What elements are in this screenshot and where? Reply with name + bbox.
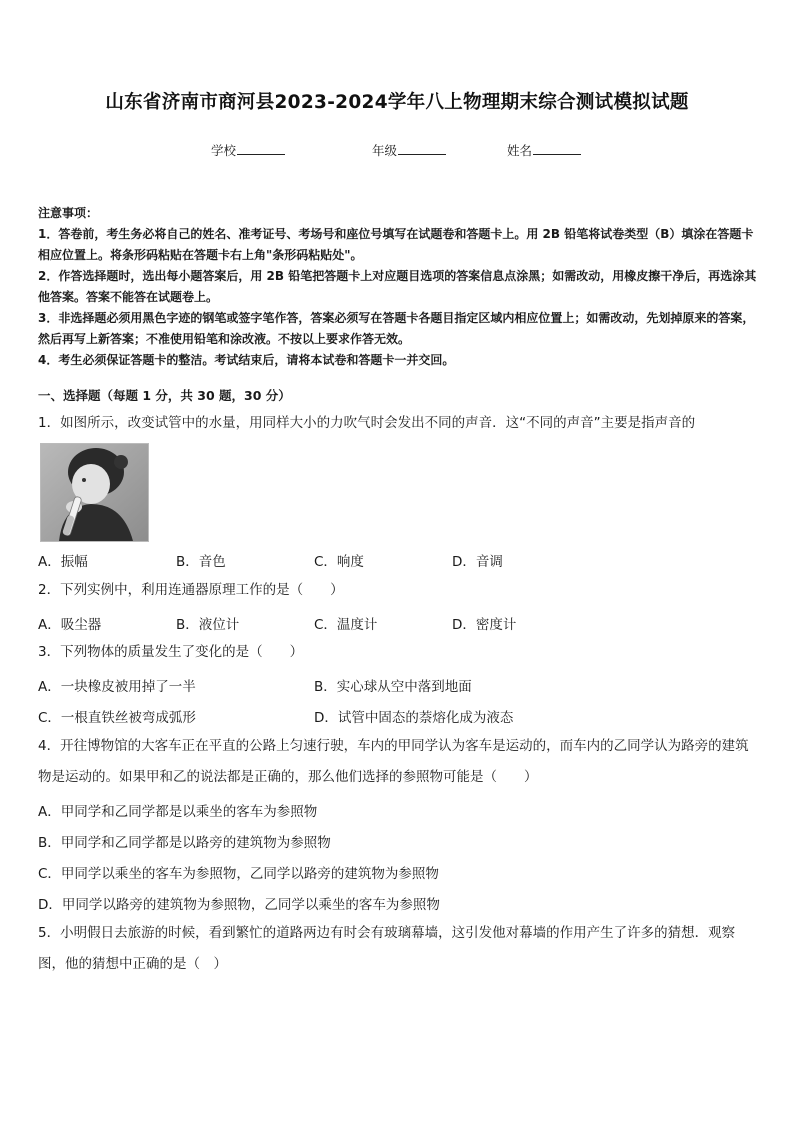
notes-item: 3．非选择题必须用黑色字迹的钢笔或签字笔作答，答案必须写在答题卡各题目指定区域内相应位置上；如需改动，先划掉原来的答案，然后再写上新答案；不准使用铅笔和涂改液。不按以上要求作答无效。 xyxy=(38,311,755,346)
school-field[interactable] xyxy=(211,141,285,159)
exam-notes xyxy=(38,203,758,371)
option-a[interactable]: A．一块橡皮被用掉了一半 xyxy=(38,679,196,695)
question-1-text: 1．如图所示，改变试管中的水量，用同样大小的力吹气时会发出不同的声音．这“不同的声音”主要是指声音的 xyxy=(38,415,696,431)
notes-item: 1．答卷前，考生务必将自己的姓名、准考证号、考场号和座位号填写在试题卷和答题卡上。用 2B 铅笔将试卷类型（B）填涂在答题卡相应位置上。将条形码粘贴在答题卡右上角"条形码粘贴处"。 xyxy=(38,227,754,262)
question-2-options xyxy=(38,613,760,633)
option-d[interactable]: D．音调 xyxy=(452,554,503,570)
notes-heading: 注意事项： xyxy=(38,206,99,220)
girl-blowing-test-tube-photo xyxy=(40,443,149,542)
option-a[interactable]: A．吸尘器 xyxy=(38,617,102,633)
question-3-text: 3．下列物体的质量发生了变化的是（ ） xyxy=(38,644,304,660)
notes-item: 4．考生必须保证答题卡的整洁。考试结束后，请将本试卷和答题卡一并交回。 xyxy=(38,353,455,367)
question-5-text: 5．小明假日去旅游的时候，看到繁忙的道路两边有时会有玻璃幕墙，这引发他对幕墙的作用产生了许多的猜想．观察图，他的猜想中正确的是（ ） xyxy=(38,925,736,972)
name-label: 姓名 xyxy=(507,143,533,158)
question-3-options-row2 xyxy=(38,706,760,726)
option-b[interactable]: B．音色 xyxy=(176,554,226,570)
option-b[interactable]: B．液位计 xyxy=(176,617,240,633)
option-b[interactable]: B．实心球从空中落到地面 xyxy=(314,679,472,695)
option-d[interactable]: D．密度计 xyxy=(452,617,517,633)
question-4-text: 4．开往博物馆的大客车正在平直的公路上匀速行驶，车内的甲同学认为客车是运动的，而车内的乙同学认为路旁的建筑物是运动的。如果甲和乙的说法都是正确的，那么他们选择的参照物可能是（ ） xyxy=(38,738,749,785)
grade-blank[interactable] xyxy=(398,142,446,155)
photo-illustration xyxy=(41,444,148,541)
option-c[interactable]: C．一根直铁丝被弯成弧形 xyxy=(38,710,196,726)
school-blank[interactable] xyxy=(237,142,285,155)
grade-field[interactable] xyxy=(372,141,446,159)
option-a[interactable]: A．振幅 xyxy=(38,554,88,570)
option-d[interactable]: D．试管中固态的萘熔化成为液态 xyxy=(314,710,514,726)
school-label: 学校 xyxy=(211,143,237,158)
exam-title: 山东省济南市商河县2023-2024学年八上物理期末综合测试模拟试题 xyxy=(105,92,689,113)
question-3-options-row1 xyxy=(38,675,760,695)
option-b[interactable]: B．甲同学和乙同学都是以路旁的建筑物为参照物 xyxy=(38,835,331,851)
name-field[interactable] xyxy=(507,141,581,159)
grade-label: 年级 xyxy=(372,143,398,158)
option-c[interactable]: C．温度计 xyxy=(314,617,378,633)
option-c[interactable]: C．甲同学以乘坐的客车为参照物，乙同学以路旁的建筑物为参照物 xyxy=(38,866,439,882)
option-c[interactable]: C．响度 xyxy=(314,554,364,570)
question-1-options xyxy=(38,550,760,570)
name-blank[interactable] xyxy=(533,142,581,155)
section-title: 一、选择题（每题 1 分，共 30 题，30 分） xyxy=(38,388,291,403)
question-2-text: 2．下列实例中，利用连通器原理工作的是（ ） xyxy=(38,582,344,598)
option-a[interactable]: A．甲同学和乙同学都是以乘坐的客车为参照物 xyxy=(38,804,318,820)
notes-item: 2．作答选择题时，选出每小题答案后，用 2B 铅笔把答题卡上对应题目选项的答案信息点涂黑；如需改动，用橡皮擦干净后，再选涂其他答案。答案不能答在试题卷上。 xyxy=(38,269,757,304)
option-d[interactable]: D．甲同学以路旁的建筑物为参照物，乙同学以乘坐的客车为参照物 xyxy=(38,897,440,913)
